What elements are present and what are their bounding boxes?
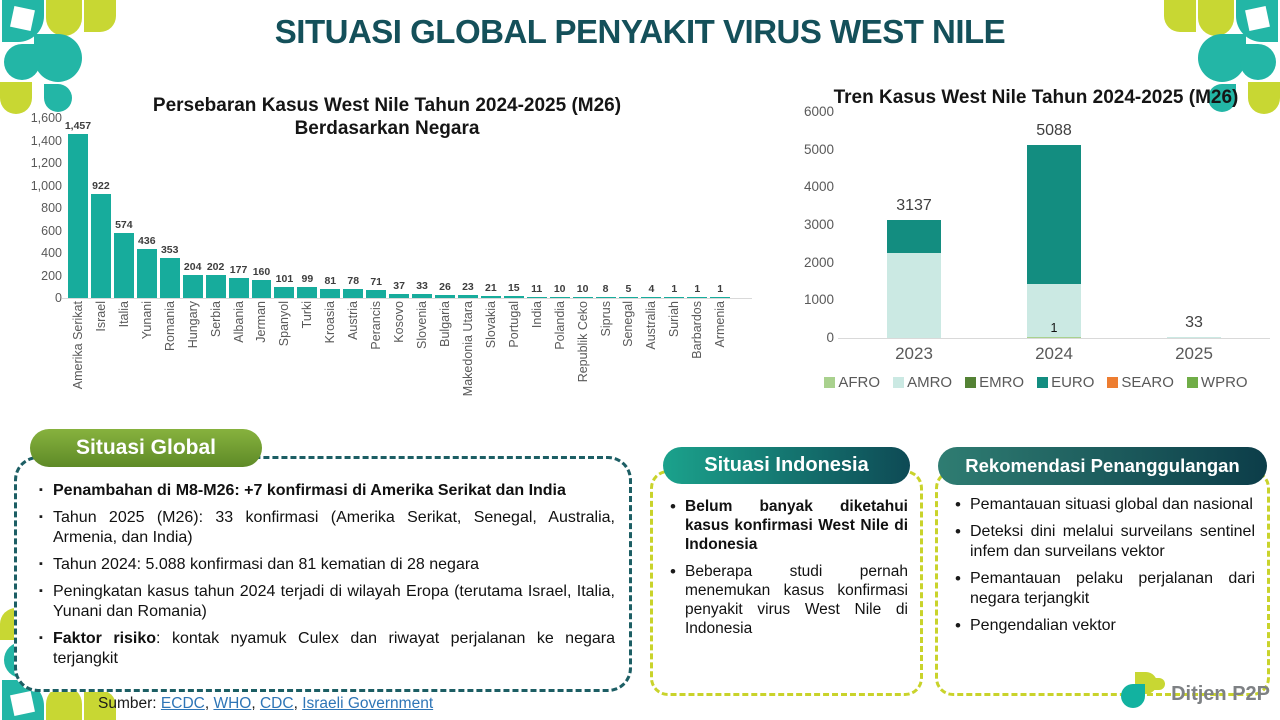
trend-segment-euro [1027,145,1081,283]
source-link-who[interactable]: WHO [213,695,252,712]
source-line [98,695,433,713]
trend-stacked-chart [800,86,1272,402]
country-bar-cell [137,118,157,298]
country-bar-value-label: 1 [694,283,701,295]
country-y-tick-label: 1,600 [30,111,62,125]
country-bar [320,289,340,298]
country-bar-cell [527,118,547,298]
country-x-axis-label: Slovakia [483,301,498,349]
country-bar-value-label: 11 [531,282,543,295]
trend-y-tick-label: 1000 [803,292,834,308]
source-links: ECDC, WHO, CDC, Israeli Government [160,695,434,712]
country-bar-cell [274,118,294,298]
country-bar-value-label: 8 [602,283,609,295]
country-x-label-cell [596,302,616,430]
trend-segment-amro [1167,337,1221,338]
trend-bar-slot [1124,112,1264,338]
country-bar-cell [435,118,455,298]
country-bar [687,297,707,298]
corner-white-diamond-shape [1245,6,1270,31]
country-bar [481,296,501,298]
country-x-axis-label: Slovenia [415,301,430,349]
country-bar [664,297,684,298]
country-bar-value-label: 177 [229,264,248,277]
legend-swatch-euro [1037,377,1048,388]
country-x-label-cell [435,302,455,430]
page-title: SITUASI GLOBAL PENYAKIT VIRUS WEST NILE [274,13,1006,50]
country-x-axis-label: Austria [346,301,361,340]
country-x-axis-label: Siprus [598,301,613,337]
trend-x-axis-label: 2025 [1175,344,1213,363]
trend-legend [800,374,1272,391]
country-x-label-cell [458,302,478,430]
country-x-label-cell [91,302,111,430]
country-x-axis-label: Republik Ceko [575,301,590,383]
bullet-item [946,522,1255,562]
trend-chart-title: Tren Kasus West Nile Tahun 2024-2025 (M26) [833,87,1239,108]
legend-item-afro [824,374,880,391]
country-bar-cell [550,118,570,298]
source-label: Sumber: [98,695,157,712]
bullet-item [661,562,908,639]
country-x-label-cell [550,302,570,430]
bullet-text [53,481,615,501]
country-bar-cell [481,118,501,298]
country-bar-cell [91,118,111,298]
country-x-label-cell [366,302,386,430]
country-x-label-cell [160,302,180,430]
country-x-label-cell [664,302,684,430]
trend-x-axis-line [838,338,1270,339]
trend-total-label: 5088 [1036,122,1072,140]
bullet-marker: • [955,616,961,635]
country-y-tick-label: 0 [55,291,62,305]
country-bar [573,297,593,298]
country-bar [412,294,432,298]
country-x-axis-label: Kroasia [323,301,338,344]
bullet-text [685,497,908,555]
country-x-axis-label: Serbia [208,301,223,338]
bullet-item [946,616,1255,636]
country-bar-value-label: 436 [138,234,156,247]
country-bar [297,287,317,298]
country-x-label-cell [274,302,294,430]
country-x-axis-labels [68,302,730,430]
country-x-axis-label: Yunani [139,301,154,340]
country-x-label-cell [297,302,317,430]
situasi-indonesia-bullets [661,497,908,639]
bullet-item [29,555,615,575]
country-bar [550,297,570,298]
country-x-label-cell [641,302,661,430]
country-x-label-cell [206,302,226,430]
bullet-item [946,495,1255,515]
trend-total-label: 3137 [896,196,932,214]
source-link-israeli-government[interactable]: Israeli Government [302,695,434,712]
country-bar-value-label: 101 [275,272,294,285]
country-x-axis-label: Amerika Serikat [70,301,85,390]
corner-petal-shape [1198,34,1246,82]
country-x-label-cell [389,302,409,430]
bullet-text-bold: Penambahan di M8-M26: +7 konfirmasi di Amerika Serikat dan India [53,482,566,499]
trend-y-tick-label: 4000 [803,179,834,195]
country-x-axis-label: Albania [231,301,246,343]
country-bar-cell [343,118,363,298]
country-bar-chart [12,94,787,434]
country-x-label-cell [481,302,501,430]
corner-petal-shape [1198,0,1234,36]
country-x-axis-label: Barbardos [690,301,705,359]
rekomendasi-box [935,470,1270,696]
country-bar-cell [183,118,203,298]
trend-y-tick-label: 0 [826,330,834,345]
legend-item-euro [1037,374,1094,391]
country-bar [274,287,294,298]
country-x-axis-label: Israel [93,301,108,332]
bullet-text-bold: Belum banyak diketahui kasus konfirmasi West Nile di Indonesia [685,498,908,554]
bullet-item [29,629,615,669]
country-x-label-cell [229,302,249,430]
country-bar-value-label: 202 [206,261,225,274]
country-bar [137,249,157,298]
trend-bar-slot [984,112,1124,338]
country-bar-value-label: 10 [576,282,589,295]
bullet-marker: • [955,522,961,541]
trend-y-tick-label: 6000 [803,104,834,119]
trend-segment-euro [887,220,941,253]
trend-bar-stack [1167,337,1221,338]
corner-white-diamond-shape [10,6,35,31]
country-bar-value-label: 23 [462,281,474,294]
trend-y-tick-label: 3000 [803,217,834,232]
rekomendasi-bullets [946,495,1255,636]
country-bar-cell [320,118,340,298]
corner-petal-shape [1240,44,1276,80]
rekomendasi-header: Rekomendasi Penanggulangan [938,447,1267,485]
trend-x-axis-label: 2023 [895,344,933,363]
country-x-axis-line [62,298,752,299]
legend-item-searo [1107,374,1174,391]
country-bar-value-label: 33 [416,280,428,293]
country-bar-cell [664,118,684,298]
country-x-label-cell [710,302,730,430]
country-x-axis-label: Perancis [369,301,384,350]
bullet-marker: ▪ [39,511,43,523]
country-x-axis-label: Armenia [713,301,728,348]
country-x-axis-label: Suriah [667,301,682,338]
bullet-marker: ▪ [39,558,43,570]
country-bar-value-label: 5 [625,283,632,295]
source-link-cdc[interactable]: CDC [259,695,294,712]
country-x-label-cell [68,302,88,430]
bullet-marker: • [670,561,676,581]
bullet-marker: • [955,495,961,514]
bullet-marker: ▪ [39,585,43,597]
bullet-item [661,497,908,555]
country-bar-value-label: 78 [347,275,360,288]
corner-petal-shape [34,34,82,82]
country-chart-title-line1: Persebaran Kasus West Nile Tahun 2024-2025 (M26) [152,95,622,116]
ditjen-p2p-logo-text: Ditjen P2P [1171,682,1270,705]
country-bar-value-label: 922 [92,180,110,193]
trend-bar-stack [1027,145,1081,338]
country-bar-value-label: 1,457 [64,120,92,133]
bullet-text: Pengendalian vektor [970,617,1116,634]
country-bar-cell [573,118,593,298]
bullet-text-bold: Faktor risiko [53,630,157,647]
country-bar-value-label: 26 [439,281,451,294]
country-bar [596,297,616,298]
country-x-label-cell [573,302,593,430]
country-x-label-cell [343,302,363,430]
country-bar-cell [64,118,92,298]
country-bar [68,134,88,298]
bullet-marker: ▪ [39,632,43,644]
country-bar-cell [229,118,249,298]
country-x-label-cell [619,302,639,430]
country-bar-value-label: 10 [553,282,566,295]
country-x-axis-label: Italia [116,301,131,328]
country-x-axis-label: Australia [644,301,659,350]
legend-swatch-wpro [1187,377,1198,388]
country-bar [527,297,547,298]
legend-swatch-searo [1107,377,1118,388]
country-bar-cell [641,118,661,298]
ditjen-p2p-logo [1119,672,1270,716]
country-y-tick-label: 800 [41,201,62,215]
legend-item-amro [893,374,952,391]
country-bar-cell [412,118,432,298]
country-bar-value-label: 81 [324,274,337,287]
trend-bar-slot [844,112,984,338]
country-bar-cell [710,118,730,298]
country-bar [229,278,249,298]
legend-label: AMRO [907,374,953,391]
bullet-text: Pemantauan situasi global dan nasional [970,496,1253,513]
situasi-global-header: Situasi Global [30,429,262,467]
country-bar-value-label: 204 [183,261,202,274]
country-x-label-cell [687,302,707,430]
situasi-global-box [14,456,632,692]
country-x-axis-label: Kosovo [392,301,407,343]
bullet-text: Deteksi dini melalui surveilans sentinel infem dan surveilans vektor [970,523,1255,560]
country-bar-cell [114,118,134,298]
corner-petal-shape [4,44,40,80]
trend-total-label: 33 [1185,313,1203,331]
legend-label: EURO [1051,374,1095,391]
country-bar [114,233,134,298]
country-bar [641,297,661,298]
country-bar-cell [458,118,478,298]
trend-segment-afro [1027,337,1081,338]
country-bar-cell [596,118,616,298]
country-x-label-cell [412,302,432,430]
country-x-axis-label: Senegal [621,301,636,347]
country-x-label-cell [183,302,203,430]
trend-y-tick-label: 2000 [803,254,834,270]
country-x-label-cell [114,302,134,430]
country-x-axis-label: Makedonia Utara [460,301,475,397]
country-bar [389,294,409,298]
country-bar-cell [619,118,639,298]
country-bar-cell [389,118,409,298]
country-bar-cell [160,118,180,298]
country-bar [366,290,386,298]
trend-bars-area [844,112,1264,338]
bullet-item [29,481,615,501]
legend-item-emro [965,374,1024,391]
bullet-text: Peningkatan kasus tahun 2024 terjadi di wilayah Eropa (terutama Israel, Italia, Yunani dan Romania) [53,583,615,620]
country-bars-area [64,118,730,298]
country-bar-value-label: 15 [507,282,520,295]
legend-swatch-emro [965,377,976,388]
country-x-label-cell [504,302,524,430]
country-bar-value-label: 37 [393,279,405,292]
country-bar [91,194,111,298]
country-bar-value-label: 160 [252,266,271,278]
country-bar-value-label: 353 [160,244,179,257]
legend-swatch-afro [824,377,835,388]
country-x-axis-label: Spanyol [277,301,292,347]
country-bar-cell [687,118,707,298]
country-x-label-cell [252,302,272,430]
country-y-tick-label: 400 [41,246,62,260]
country-x-axis-label: Polandia [552,301,567,350]
bullet-text: Tahun 2024: 5.088 konfirmasi dan 81 kematian di 28 negara [53,556,480,573]
country-x-label-cell [527,302,547,430]
country-y-tick-label: 1,200 [30,156,62,170]
country-bar-cell [206,118,226,298]
country-bar-cell [366,118,386,298]
corner-white-diamond-shape [10,691,35,716]
source-link-ecdc[interactable]: ECDC [160,695,205,712]
trend-x-axis-labels [844,344,1264,364]
country-bar [458,295,478,298]
country-bar-value-label: 21 [485,281,497,294]
situasi-indonesia-box [650,470,923,696]
country-bar [343,289,363,298]
legend-label: SEARO [1121,374,1174,391]
country-x-axis-label: Portugal [506,301,521,348]
country-bar [619,297,639,298]
country-bar-value-label: 1 [717,283,724,295]
country-bar-value-label: 99 [301,272,314,285]
legend-swatch-amro [893,377,904,388]
country-y-tick-label: 1,000 [30,178,62,193]
legend-label: AFRO [838,374,881,391]
country-x-label-cell [137,302,157,430]
bullet-text: Beberapa studi pernah menemukan kasus konfirmasi penyakit virus West Nile di Indonesia [685,562,908,638]
country-bar-value-label: 71 [370,276,382,289]
country-x-axis-label: India [529,301,544,329]
country-y-tick-label: 1,400 [30,133,62,148]
bullet-marker: ▪ [39,484,43,496]
bullet-text: Faktor risiko: kontak nyamuk Culex dan riwayat perjalanan ke negara terjangkit [53,630,616,667]
country-x-axis-label: Turki [300,301,315,329]
country-x-axis-label: Hungary [185,301,200,349]
trend-bar-stack [887,220,941,338]
situasi-global-bullets [29,481,615,669]
country-bar [206,275,226,298]
country-bar-value-label: 574 [115,219,133,232]
bullet-marker: • [670,497,676,516]
bullet-item [946,569,1255,609]
bullet-item [29,508,615,548]
trend-x-axis-label: 2024 [1035,344,1073,363]
country-bar [435,295,455,298]
bullet-text: Tahun 2025 (M26): 33 konfirmasi (Amerika Serikat, Senegal, Australia, Armenia, dan India) [53,509,615,546]
trend-inner-label: 1 [1050,321,1058,335]
country-bar [252,280,272,298]
corner-petal-shape [84,0,116,32]
legend-label: EMRO [979,374,1025,391]
bullet-item [29,582,615,622]
corner-petal-shape [1164,0,1196,32]
legend-item-wpro [1187,374,1248,391]
corner-petal-shape [46,0,82,36]
ditjen-p2p-logo-icon [1119,672,1165,716]
country-y-tick-label: 600 [41,223,62,238]
country-x-axis-label: Romania [162,301,177,352]
legend-label: WPRO [1200,374,1248,391]
country-x-label-cell [320,302,340,430]
country-x-axis-label: Jerman [254,301,269,343]
country-bar-cell [504,118,524,298]
country-x-axis-label: Bulgaria [437,301,452,347]
trend-y-tick-label: 5000 [803,141,834,157]
country-bar-cell [297,118,317,298]
country-y-tick-label: 200 [41,268,62,283]
country-chart-title-line2: Berdasarkan Negara [294,118,480,140]
bullet-text: Pemantauan pelaku perjalanan dari negara terjangkit [970,570,1255,607]
country-bar [160,258,180,298]
country-bar [504,296,524,298]
situasi-indonesia-header: Situasi Indonesia [663,447,910,484]
country-bar-value-label: 1 [671,283,678,295]
country-bar [710,297,730,298]
country-bar-value-label: 4 [648,283,655,295]
bullet-marker: • [955,569,961,588]
country-bar [183,275,203,298]
country-bar-cell [252,118,272,298]
trend-segment-amro [887,253,941,338]
